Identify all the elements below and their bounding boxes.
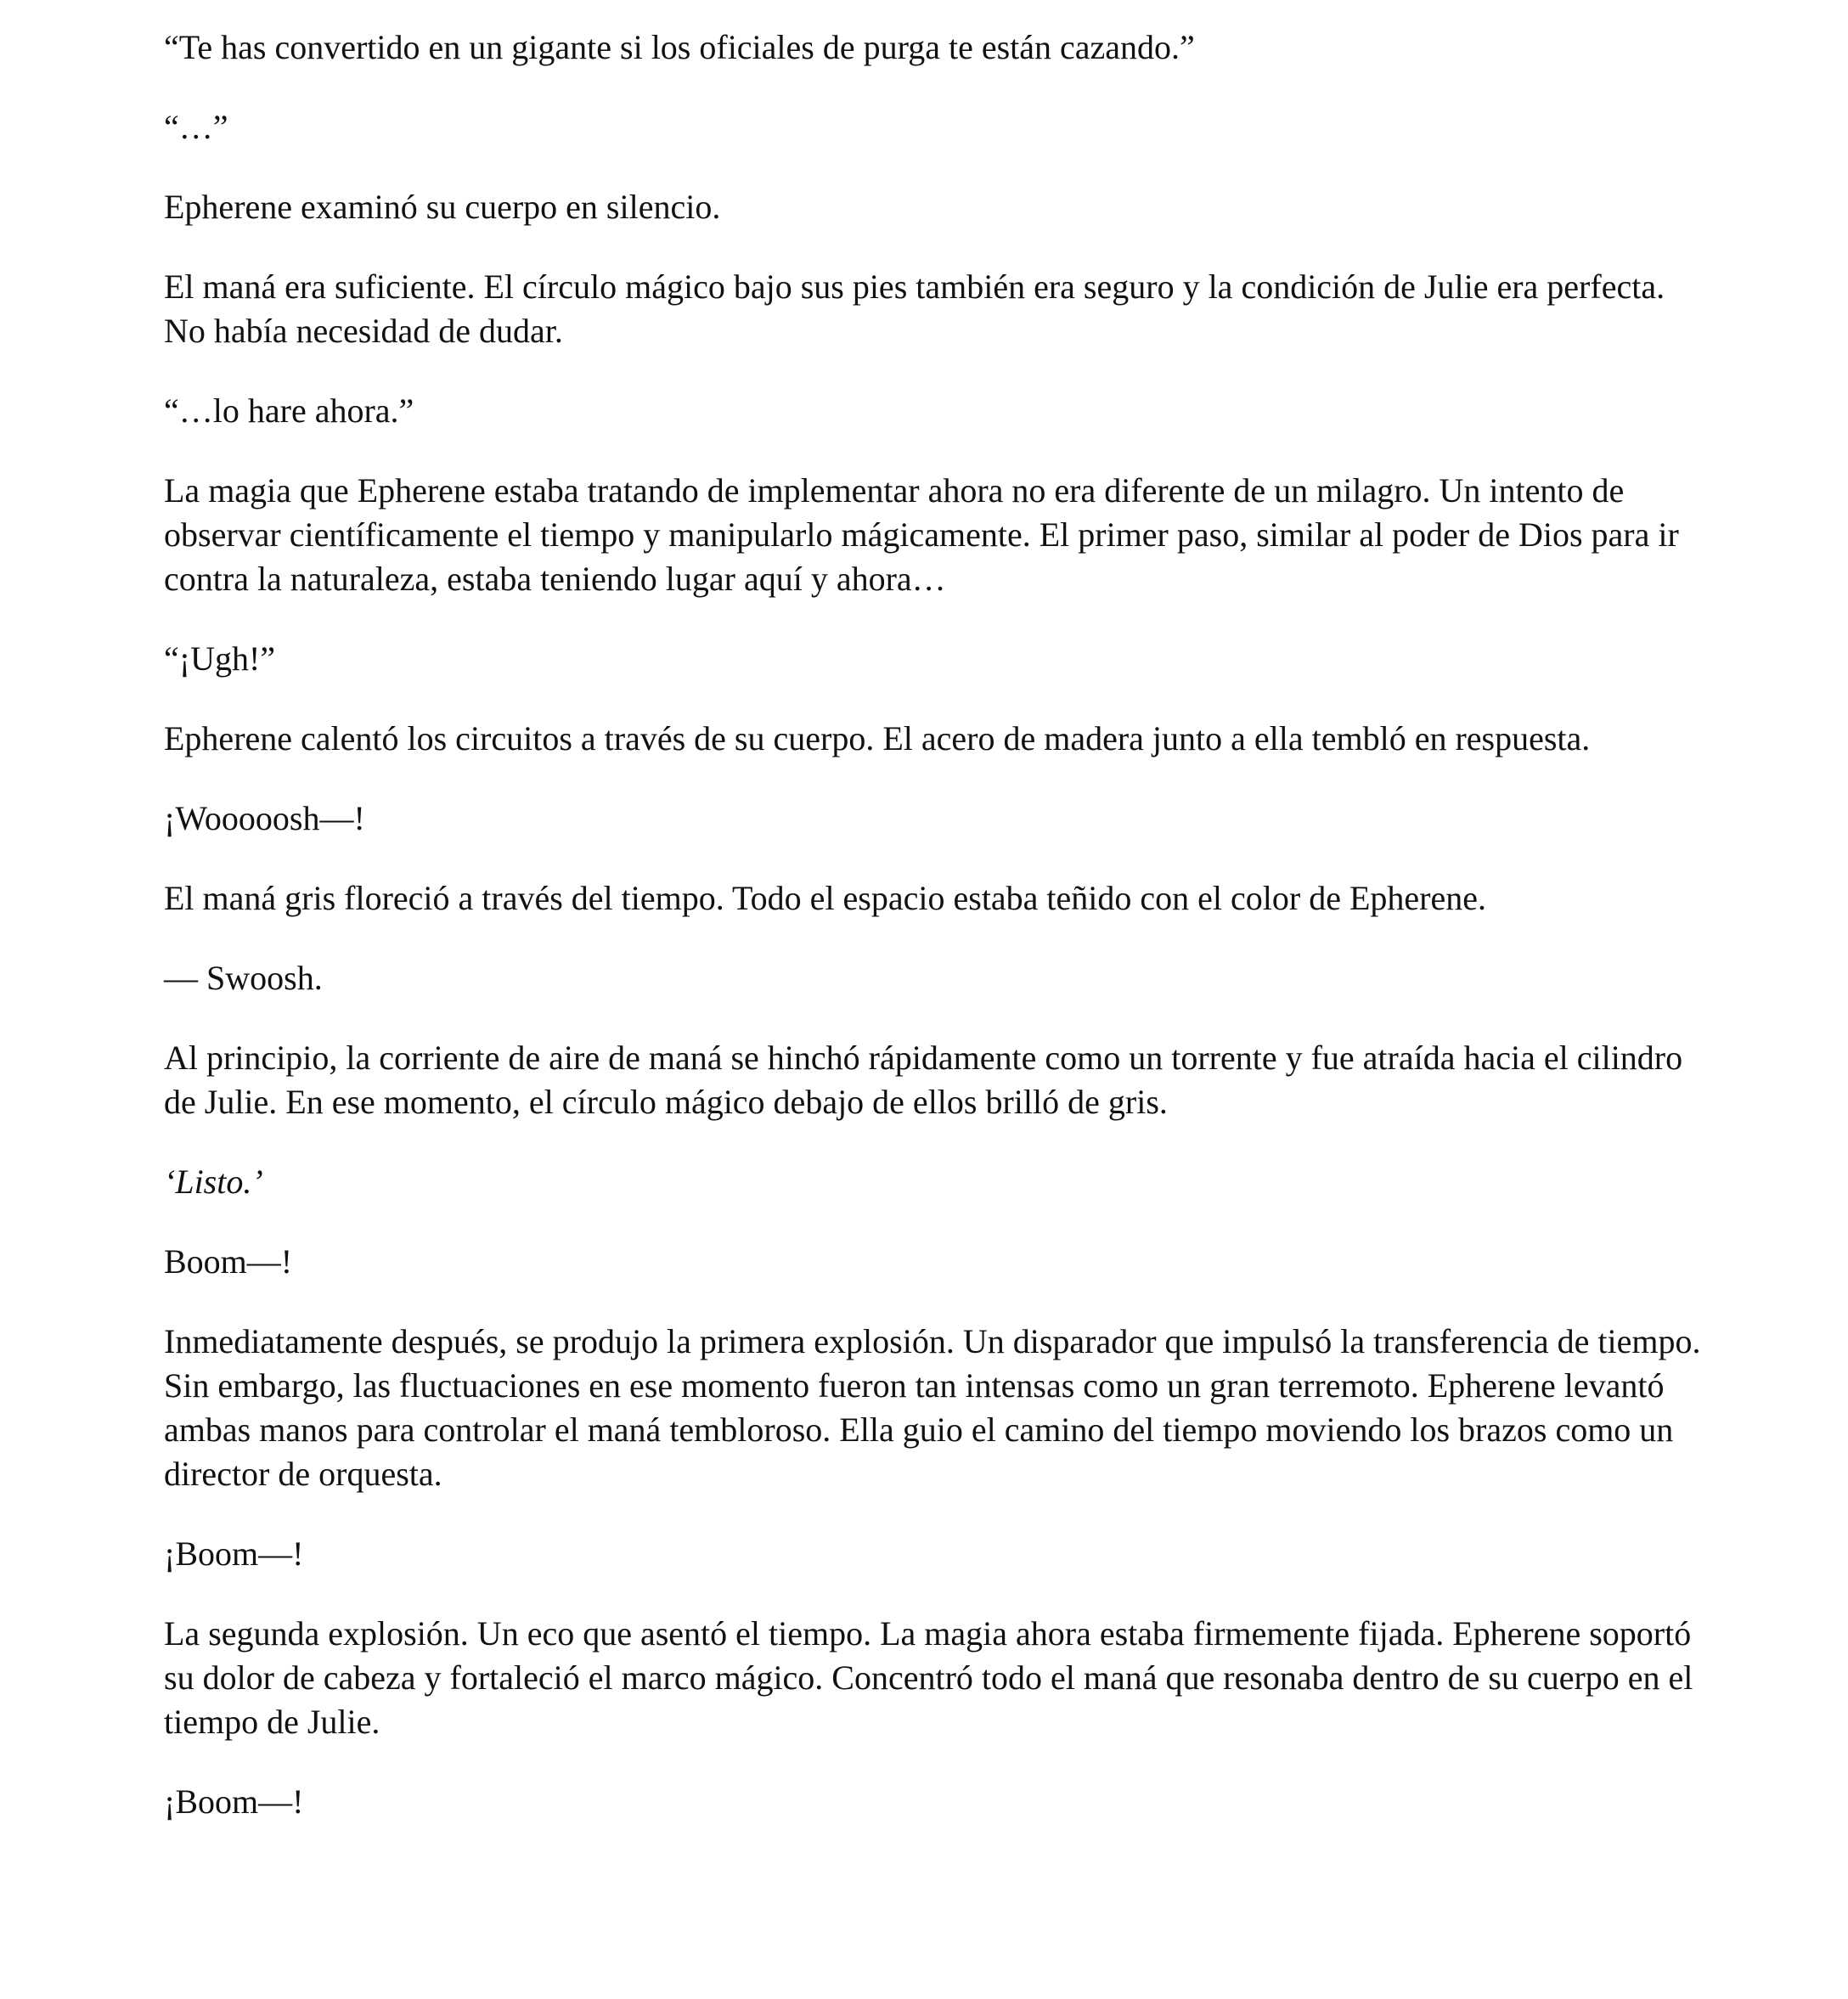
paragraph: “¡Ugh!” [164, 639, 276, 678]
paragraph: Al principio, la corriente de aire de maná se hinchó rápidamente como un torrente y fue atraída hacia el cilindro de Julie. En ese momento, el círculo mágico debajo de ellos brilló de gris. [164, 1039, 1683, 1121]
paragraph: El maná era suficiente. El círculo mágico bajo sus pies también era seguro y la condición de Julie era perfecta. No había necesidad de dudar. [164, 267, 1665, 350]
paragraph: ¡Boom—! [164, 1782, 304, 1821]
paragraph: Boom—! [164, 1242, 293, 1281]
paragraph: — Swoosh. [164, 959, 323, 997]
paragraph: ¡Wooooosh—! [164, 799, 365, 837]
paragraph: La magia que Epherene estaba tratando de implementar ahora no era diferente de un milagro. Un intento de observar científicamente el tiempo y manipularlo mágicamente. El primer paso, similar al poder de Dios para ir contra la naturaleza, estaba teniendo lugar aquí y ahora… [164, 471, 1679, 598]
paragraph: Epherene examinó su cuerpo en silencio. [164, 188, 721, 226]
paragraph: “Te has convertido en un gigante si los oficiales de purga te están cazando.” [164, 28, 1195, 66]
paragraph: “…lo hare ahora.” [164, 391, 414, 430]
paragraph: El maná gris floreció a través del tiempo. Todo el espacio estaba teñido con el color de Epherene. [164, 879, 1486, 917]
paragraph: Inmediatamente después, se produjo la primera explosión. Un disparador que impulsó la transferencia de tiempo. Sin embargo, las fluctuaciones en ese momento fueron tan intensas como un gran terremoto. Epherene levantó ambas manos para controlar el maná tembloroso. Ella guio el camino del tiempo moviendo los brazos como un director de orquesta. [164, 1322, 1701, 1493]
paragraph: ‘Listo.’ [164, 1163, 263, 1201]
paragraph: Epherene calentó los circuitos a través de su cuerpo. El acero de madera junto a ella tembló en respuesta. [164, 719, 1591, 757]
paragraph: ¡Boom—! [164, 1534, 304, 1573]
paragraph: “…” [164, 108, 228, 146]
document-page [164, 25, 1710, 1860]
paragraph: La segunda explosión. Un eco que asentó el tiempo. La magia ahora estaba firmemente fijada. Epherene soportó su dolor de cabeza y fortaleció el marco mágico. Concentró todo el maná que resonaba dentro de su cuerpo en el tiempo de Julie. [164, 1614, 1693, 1741]
